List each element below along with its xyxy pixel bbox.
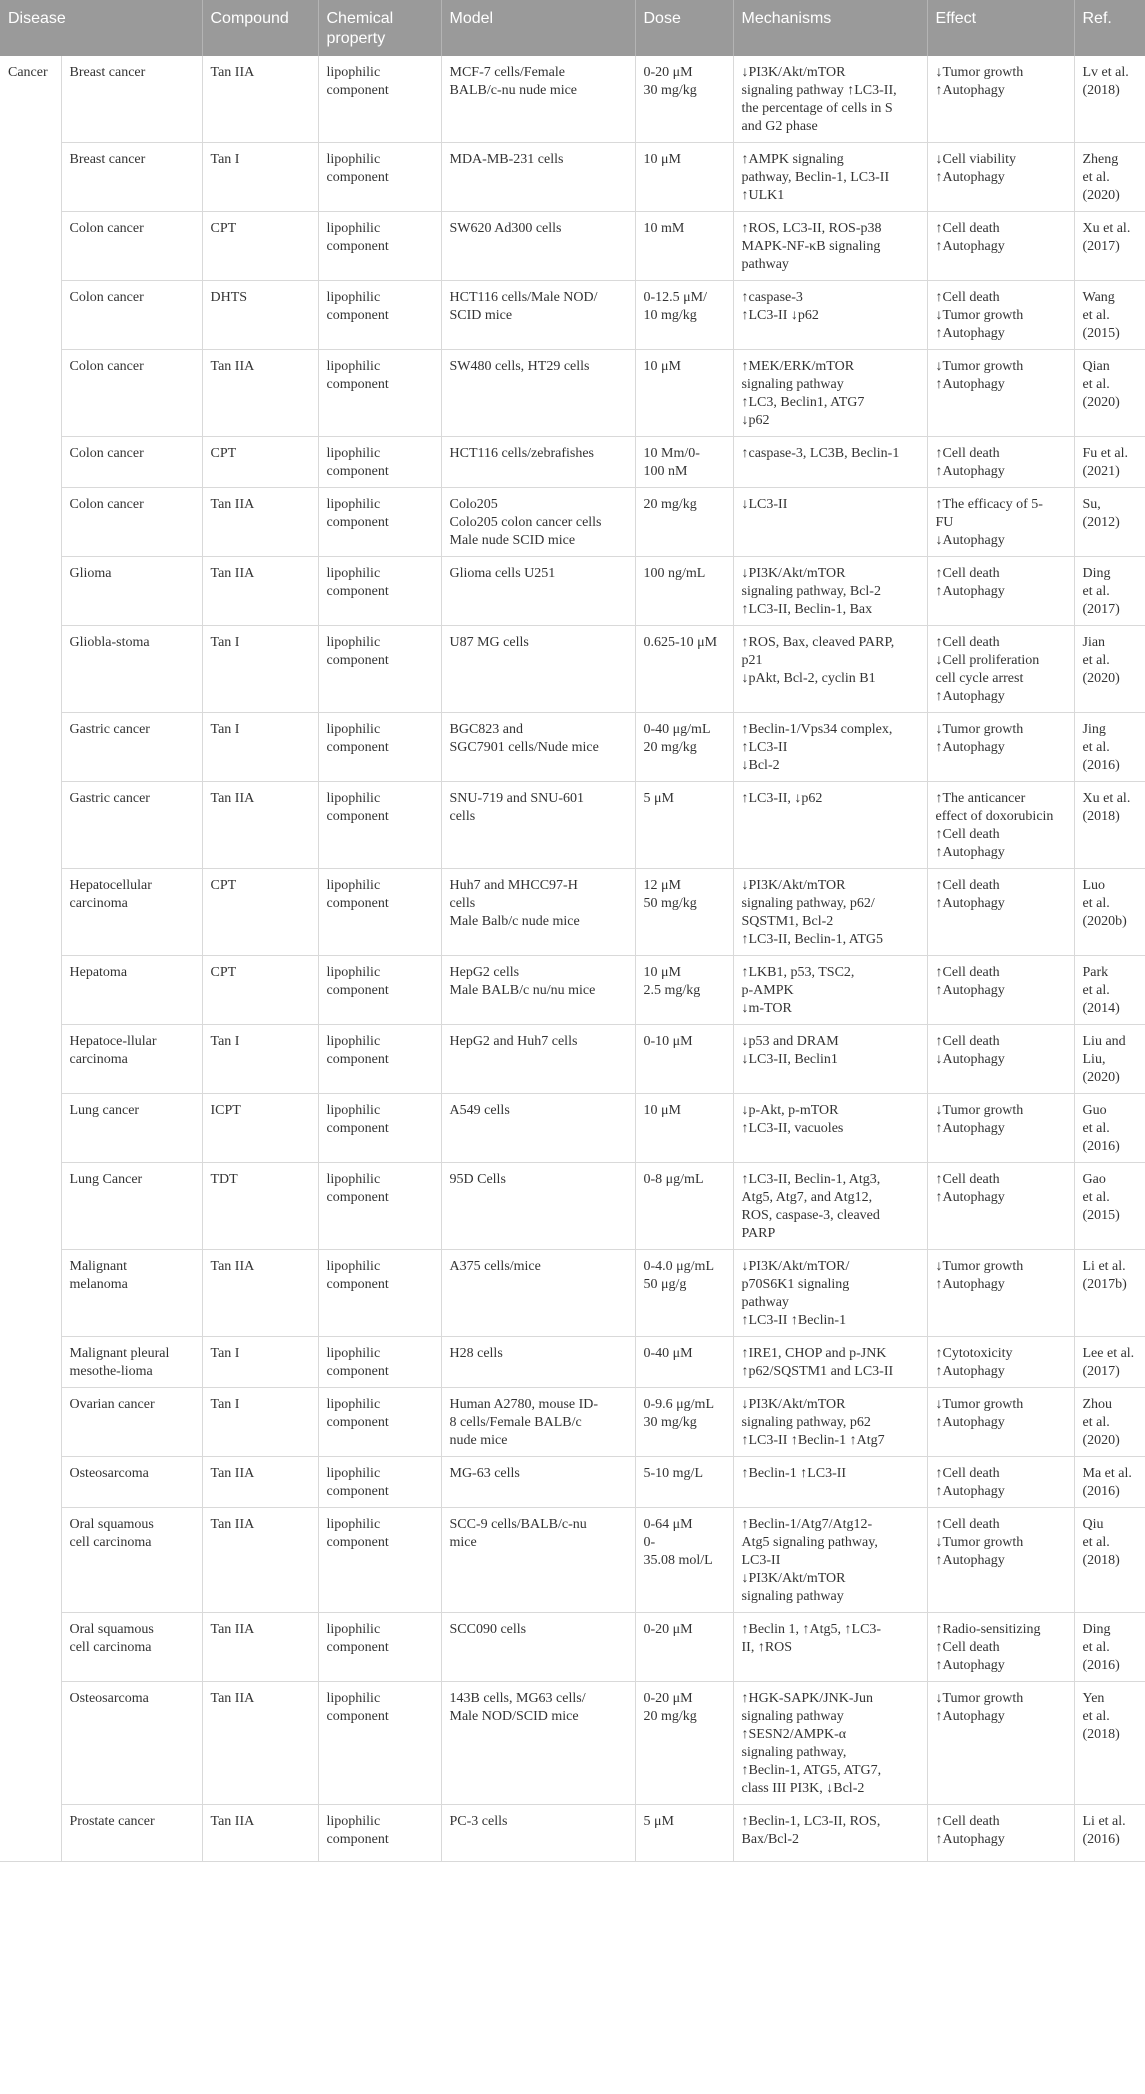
chemical-property-cell: lipophilic component [318, 488, 441, 557]
compound-cell: Tan I [202, 143, 318, 212]
mechanisms-cell: ↑Beclin-1/Vps34 complex, ↑LC3-II ↓Bcl-2 [733, 713, 927, 782]
effect-cell: ↑The efficacy of 5- FU ↓Autophagy [927, 488, 1074, 557]
compound-cell: Tan IIA [202, 1457, 318, 1508]
mechanisms-cell: ↑Beclin-1, LC3-II, ROS, Bax/Bcl-2 [733, 1805, 927, 1862]
table-row [0, 1094, 1145, 1163]
model-cell: A549 cells [441, 1094, 635, 1163]
ref-cell: Liu and Liu, (2020) [1074, 1025, 1145, 1094]
dose-cell: 10 mM [635, 212, 733, 281]
mechanisms-cell: ↓p-Akt, p-mTOR ↑LC3-II, vacuoles [733, 1094, 927, 1163]
header-effect: Effect [927, 0, 1074, 56]
dose-cell: 10 μM [635, 143, 733, 212]
dose-cell: 0.625-10 μM [635, 626, 733, 713]
effect-cell: ↑Cell death ↑Autophagy [927, 437, 1074, 488]
disease-cell: Osteosarcoma [61, 1682, 202, 1805]
model-cell: SW480 cells, HT29 cells [441, 350, 635, 437]
chemical-property-cell: lipophilic component [318, 1250, 441, 1337]
model-cell: Huh7 and MHCC97-H cells Male Balb/c nude mice [441, 869, 635, 956]
disease-cell: Oral squamous cell carcinoma [61, 1508, 202, 1613]
ref-cell: Ding et al. (2016) [1074, 1613, 1145, 1682]
compound-cell: Tan IIA [202, 1508, 318, 1613]
disease-cell: Colon cancer [61, 350, 202, 437]
disease-cell: Glioma [61, 557, 202, 626]
effect-cell: ↓Tumor growth ↑Autophagy [927, 713, 1074, 782]
compound-cell: Tan I [202, 1337, 318, 1388]
dose-cell: 0-10 μM [635, 1025, 733, 1094]
compound-cell: CPT [202, 437, 318, 488]
mechanisms-cell: ↓PI3K/Akt/mTOR/ p70S6K1 signaling pathway ↑LC3-II ↑Beclin-1 [733, 1250, 927, 1337]
mechanisms-cell: ↑ROS, Bax, cleaved PARP, p21 ↓pAkt, Bcl-2, cyclin B1 [733, 626, 927, 713]
disease-cell: Hepatoce-llular carcinoma [61, 1025, 202, 1094]
chemical-property-cell: lipophilic component [318, 956, 441, 1025]
group-label-cell: Cancer [0, 56, 61, 1862]
mechanisms-cell: ↑LC3-II, Beclin-1, Atg3, Atg5, Atg7, and Atg12, ROS, caspase-3, cleaved PARP [733, 1163, 927, 1250]
ref-cell: Ma et al. (2016) [1074, 1457, 1145, 1508]
table-row [0, 869, 1145, 956]
chemical-property-cell: lipophilic component [318, 143, 441, 212]
compound-cell: Tan I [202, 1388, 318, 1457]
model-cell: PC-3 cells [441, 1805, 635, 1862]
dose-cell: 10 μM 2.5 mg/kg [635, 956, 733, 1025]
table-row [0, 1457, 1145, 1508]
table-row [0, 437, 1145, 488]
table-row [0, 1025, 1145, 1094]
model-cell: Glioma cells U251 [441, 557, 635, 626]
dose-cell: 5-10 mg/L [635, 1457, 733, 1508]
compound-cell: CPT [202, 869, 318, 956]
compound-cell: Tan IIA [202, 782, 318, 869]
dose-cell: 0-64 μM 0- 35.08 mol/L [635, 1508, 733, 1613]
header-model: Model [441, 0, 635, 56]
header-disease: Disease [0, 0, 202, 56]
effect-cell: ↑Cell death ↑Autophagy [927, 212, 1074, 281]
mechanisms-cell: ↑HGK-SAPK/JNK-Jun signaling pathway ↑SESN2/AMPK-α signaling pathway, ↑Beclin-1, ATG5, ATG7, class III PI3K, ↓Bcl-2 [733, 1682, 927, 1805]
ref-cell: Su, (2012) [1074, 488, 1145, 557]
model-cell: Human A2780, mouse ID- 8 cells/Female BALB/c nude mice [441, 1388, 635, 1457]
dose-cell: 5 μM [635, 782, 733, 869]
compound-cell: Tan IIA [202, 488, 318, 557]
mechanisms-cell: ↓PI3K/Akt/mTOR signaling pathway, p62 ↑LC3-II ↑Beclin-1 ↑Atg7 [733, 1388, 927, 1457]
effect-cell: ↓Tumor growth ↑Autophagy [927, 1250, 1074, 1337]
effect-cell: ↓Tumor growth ↑Autophagy [927, 56, 1074, 143]
table-row [0, 956, 1145, 1025]
ref-cell: Li et al. (2017b) [1074, 1250, 1145, 1337]
compound-cell: ICPT [202, 1094, 318, 1163]
ref-cell: Gao et al. (2015) [1074, 1163, 1145, 1250]
table-row [0, 1337, 1145, 1388]
mechanisms-cell: ↑Beclin-1 ↑LC3-II [733, 1457, 927, 1508]
effect-cell: ↓Tumor growth ↑Autophagy [927, 350, 1074, 437]
ref-cell: Jian et al. (2020) [1074, 626, 1145, 713]
effect-cell: ↑Cell death ↓Autophagy [927, 1025, 1074, 1094]
effect-cell: ↑Cell death ↓Tumor growth ↑Autophagy [927, 1508, 1074, 1613]
header-dose: Dose [635, 0, 733, 56]
effect-cell: ↑Cell death ↑Autophagy [927, 1457, 1074, 1508]
disease-cell: Lung Cancer [61, 1163, 202, 1250]
dose-cell: 0-9.6 μg/mL 30 mg/kg [635, 1388, 733, 1457]
table-row [0, 626, 1145, 713]
mechanisms-cell: ↓PI3K/Akt/mTOR signaling pathway, Bcl-2 ↑LC3-II, Beclin-1, Bax [733, 557, 927, 626]
model-cell: SCC-9 cells/BALB/c-nu mice [441, 1508, 635, 1613]
model-cell: MCF-7 cells/Female BALB/c-nu nude mice [441, 56, 635, 143]
chemical-property-cell: lipophilic component [318, 626, 441, 713]
mechanisms-cell: ↓p53 and DRAM ↓LC3-II, Beclin1 [733, 1025, 927, 1094]
ref-cell: Lv et al. (2018) [1074, 56, 1145, 143]
chemical-property-cell: lipophilic component [318, 557, 441, 626]
table-row [0, 56, 1145, 143]
header-row [0, 0, 1145, 56]
dose-cell: 10 μM [635, 1094, 733, 1163]
ref-cell: Ding et al. (2017) [1074, 557, 1145, 626]
table-row [0, 1613, 1145, 1682]
model-cell: SW620 Ad300 cells [441, 212, 635, 281]
ref-cell: Jing et al. (2016) [1074, 713, 1145, 782]
dose-cell: 0-20 μM [635, 1613, 733, 1682]
compound-cell: Tan IIA [202, 350, 318, 437]
model-cell: A375 cells/mice [441, 1250, 635, 1337]
ref-cell: Guo et al. (2016) [1074, 1094, 1145, 1163]
ref-cell: Li et al. (2016) [1074, 1805, 1145, 1862]
ref-cell: Qiu et al. (2018) [1074, 1508, 1145, 1613]
effect-cell: ↑Radio-sensitizing ↑Cell death ↑Autophagy [927, 1613, 1074, 1682]
table-row [0, 1508, 1145, 1613]
effect-cell: ↓Tumor growth ↑Autophagy [927, 1094, 1074, 1163]
mechanisms-cell: ↑Beclin 1, ↑Atg5, ↑LC3- II, ↑ROS [733, 1613, 927, 1682]
dose-cell: 10 μM [635, 350, 733, 437]
mechanisms-cell: ↓LC3-II [733, 488, 927, 557]
chemical-property-cell: lipophilic component [318, 1613, 441, 1682]
compound-cell: Tan IIA [202, 1613, 318, 1682]
disease-cell: Malignant melanoma [61, 1250, 202, 1337]
disease-cell: Prostate cancer [61, 1805, 202, 1862]
disease-cell: Gliobla-stoma [61, 626, 202, 713]
model-cell: SCC090 cells [441, 1613, 635, 1682]
header-mechanisms: Mechanisms [733, 0, 927, 56]
mechanisms-cell: ↑LKB1, p53, TSC2, p-AMPK ↓m-TOR [733, 956, 927, 1025]
compound-cell: TDT [202, 1163, 318, 1250]
compound-cell: Tan IIA [202, 557, 318, 626]
model-cell: 95D Cells [441, 1163, 635, 1250]
effect-cell: ↓Tumor growth ↑Autophagy [927, 1388, 1074, 1457]
compound-cell: Tan IIA [202, 1250, 318, 1337]
dose-cell: 100 ng/mL [635, 557, 733, 626]
effect-cell: ↑The anticancer effect of doxorubicin ↑Cell death ↑Autophagy [927, 782, 1074, 869]
ref-cell: Park et al. (2014) [1074, 956, 1145, 1025]
table-row [0, 143, 1145, 212]
effect-cell: ↑Cell death ↑Autophagy [927, 1805, 1074, 1862]
mechanisms-cell: ↓PI3K/Akt/mTOR signaling pathway, p62/ SQSTM1, Bcl-2 ↑LC3-II, Beclin-1, ATG5 [733, 869, 927, 956]
model-cell: MDA-MB-231 cells [441, 143, 635, 212]
dose-cell: 0-40 μM [635, 1337, 733, 1388]
model-cell: 143B cells, MG63 cells/ Male NOD/SCID mice [441, 1682, 635, 1805]
chemical-property-cell: lipophilic component [318, 1025, 441, 1094]
compound-cell: Tan I [202, 626, 318, 713]
dose-cell: 5 μM [635, 1805, 733, 1862]
compound-cell: CPT [202, 956, 318, 1025]
chemical-property-cell: lipophilic component [318, 1682, 441, 1805]
ref-cell: Xu et al. (2018) [1074, 782, 1145, 869]
compound-cell: Tan IIA [202, 1805, 318, 1862]
ref-cell: Lee et al. (2017) [1074, 1337, 1145, 1388]
table-row [0, 1388, 1145, 1457]
effect-cell: ↑Cell death ↑Autophagy [927, 1163, 1074, 1250]
compound-cell: DHTS [202, 281, 318, 350]
disease-cell: Breast cancer [61, 143, 202, 212]
table-row [0, 782, 1145, 869]
compound-cell: Tan I [202, 1025, 318, 1094]
disease-cell: Hepatoma [61, 956, 202, 1025]
model-cell: HepG2 and Huh7 cells [441, 1025, 635, 1094]
effect-cell: ↑Cell death ↑Autophagy [927, 869, 1074, 956]
table-row [0, 281, 1145, 350]
chemical-property-cell: lipophilic component [318, 281, 441, 350]
dose-cell: 0-20 μM 20 mg/kg [635, 1682, 733, 1805]
disease-cell: Gastric cancer [61, 782, 202, 869]
disease-cell: Breast cancer [61, 56, 202, 143]
disease-cell: Lung cancer [61, 1094, 202, 1163]
dose-cell: 20 mg/kg [635, 488, 733, 557]
dose-cell: 0-8 μg/mL [635, 1163, 733, 1250]
mechanisms-cell: ↑MEK/ERK/mTOR signaling pathway ↑LC3, Beclin1, ATG7 ↓p62 [733, 350, 927, 437]
mechanisms-cell: ↑ROS, LC3-II, ROS-p38 MAPK-NF-κB signaling pathway [733, 212, 927, 281]
table-row [0, 212, 1145, 281]
mechanisms-cell: ↑caspase-3, LC3B, Beclin-1 [733, 437, 927, 488]
model-cell: Colo205 Colo205 colon cancer cells Male nude SCID mice [441, 488, 635, 557]
effect-cell: ↑Cell death ↓Tumor growth ↑Autophagy [927, 281, 1074, 350]
chemical-property-cell: lipophilic component [318, 1457, 441, 1508]
model-cell: HCT116 cells/zebrafishes [441, 437, 635, 488]
chemical-property-cell: lipophilic component [318, 350, 441, 437]
header-compound: Compound [202, 0, 318, 56]
model-cell: U87 MG cells [441, 626, 635, 713]
chemical-property-cell: lipophilic component [318, 782, 441, 869]
effect-cell: ↓Cell viability ↑Autophagy [927, 143, 1074, 212]
chemical-property-cell: lipophilic component [318, 1094, 441, 1163]
table-body [0, 56, 1145, 1862]
table-row [0, 350, 1145, 437]
disease-cell: Gastric cancer [61, 713, 202, 782]
mechanisms-cell: ↑IRE1, CHOP and p-JNK ↑p62/SQSTM1 and LC3-II [733, 1337, 927, 1388]
chemical-property-cell: lipophilic component [318, 1805, 441, 1862]
mechanisms-cell: ↓PI3K/Akt/mTOR signaling pathway ↑LC3-II, the percentage of cells in S and G2 phase [733, 56, 927, 143]
ref-cell: Zhou et al. (2020) [1074, 1388, 1145, 1457]
disease-cell: Ovarian cancer [61, 1388, 202, 1457]
model-cell: MG-63 cells [441, 1457, 635, 1508]
effect-cell: ↑Cell death ↓Cell proliferation cell cycle arrest ↑Autophagy [927, 626, 1074, 713]
dose-cell: 0-40 μg/mL 20 mg/kg [635, 713, 733, 782]
ref-cell: Luo et al. (2020b) [1074, 869, 1145, 956]
dose-cell: 0-12.5 μM/ 10 mg/kg [635, 281, 733, 350]
table-row [0, 557, 1145, 626]
effect-cell: ↑Cell death ↑Autophagy [927, 557, 1074, 626]
ref-cell: Zheng et al. (2020) [1074, 143, 1145, 212]
chemical-property-cell: lipophilic component [318, 56, 441, 143]
table-row [0, 713, 1145, 782]
model-cell: H28 cells [441, 1337, 635, 1388]
disease-cell: Oral squamous cell carcinoma [61, 1613, 202, 1682]
model-cell: HepG2 cells Male BALB/c nu/nu mice [441, 956, 635, 1025]
chemical-property-cell: lipophilic component [318, 713, 441, 782]
model-cell: SNU-719 and SNU-601 cells [441, 782, 635, 869]
dose-cell: 0-4.0 μg/mL 50 μg/g [635, 1250, 733, 1337]
chemical-property-cell: lipophilic component [318, 1508, 441, 1613]
mechanisms-cell: ↑caspase-3 ↑LC3-II ↓p62 [733, 281, 927, 350]
disease-cell: Colon cancer [61, 488, 202, 557]
compound-cell: Tan IIA [202, 1682, 318, 1805]
compound-cell: Tan I [202, 713, 318, 782]
dose-cell: 10 Mm/0- 100 nM [635, 437, 733, 488]
chemical-property-cell: lipophilic component [318, 437, 441, 488]
chemical-property-cell: lipophilic component [318, 1388, 441, 1457]
ref-cell: Xu et al. (2017) [1074, 212, 1145, 281]
disease-cell: Osteosarcoma [61, 1457, 202, 1508]
mechanisms-cell: ↑LC3-II, ↓p62 [733, 782, 927, 869]
disease-cell: Colon cancer [61, 437, 202, 488]
table-row [0, 1163, 1145, 1250]
chemical-property-cell: lipophilic component [318, 1163, 441, 1250]
table-row [0, 1250, 1145, 1337]
model-cell: BGC823 and SGC7901 cells/Nude mice [441, 713, 635, 782]
compound-cell: CPT [202, 212, 318, 281]
model-cell: HCT116 cells/Male NOD/ SCID mice [441, 281, 635, 350]
disease-cell: Malignant pleural mesothe-lioma [61, 1337, 202, 1388]
dose-cell: 0-20 μM 30 mg/kg [635, 56, 733, 143]
chemical-property-cell: lipophilic component [318, 869, 441, 956]
ref-cell: Yen et al. (2018) [1074, 1682, 1145, 1805]
chemical-property-cell: lipophilic component [318, 212, 441, 281]
effect-cell: ↑Cytotoxicity ↑Autophagy [927, 1337, 1074, 1388]
header-chemical-property: Chemical property [318, 0, 441, 56]
compound-cell: Tan IIA [202, 56, 318, 143]
disease-cell: Colon cancer [61, 212, 202, 281]
dose-cell: 12 μM 50 mg/kg [635, 869, 733, 956]
header-ref: Ref. [1074, 0, 1145, 56]
table-row [0, 1805, 1145, 1862]
effect-cell: ↓Tumor growth ↑Autophagy [927, 1682, 1074, 1805]
mechanisms-cell: ↑AMPK signaling pathway, Beclin-1, LC3-II ↑ULK1 [733, 143, 927, 212]
disease-cell: Colon cancer [61, 281, 202, 350]
effect-cell: ↑Cell death ↑Autophagy [927, 956, 1074, 1025]
disease-cell: Hepatocellular carcinoma [61, 869, 202, 956]
mechanisms-cell: ↑Beclin-1/Atg7/Atg12- Atg5 signaling pathway, LC3-II ↓PI3K/Akt/mTOR signaling pathway [733, 1508, 927, 1613]
table-row [0, 1682, 1145, 1805]
table-row [0, 488, 1145, 557]
chemical-property-cell: lipophilic component [318, 1337, 441, 1388]
ref-cell: Fu et al. (2021) [1074, 437, 1145, 488]
ref-cell: Qian et al. (2020) [1074, 350, 1145, 437]
ref-cell: Wang et al. (2015) [1074, 281, 1145, 350]
